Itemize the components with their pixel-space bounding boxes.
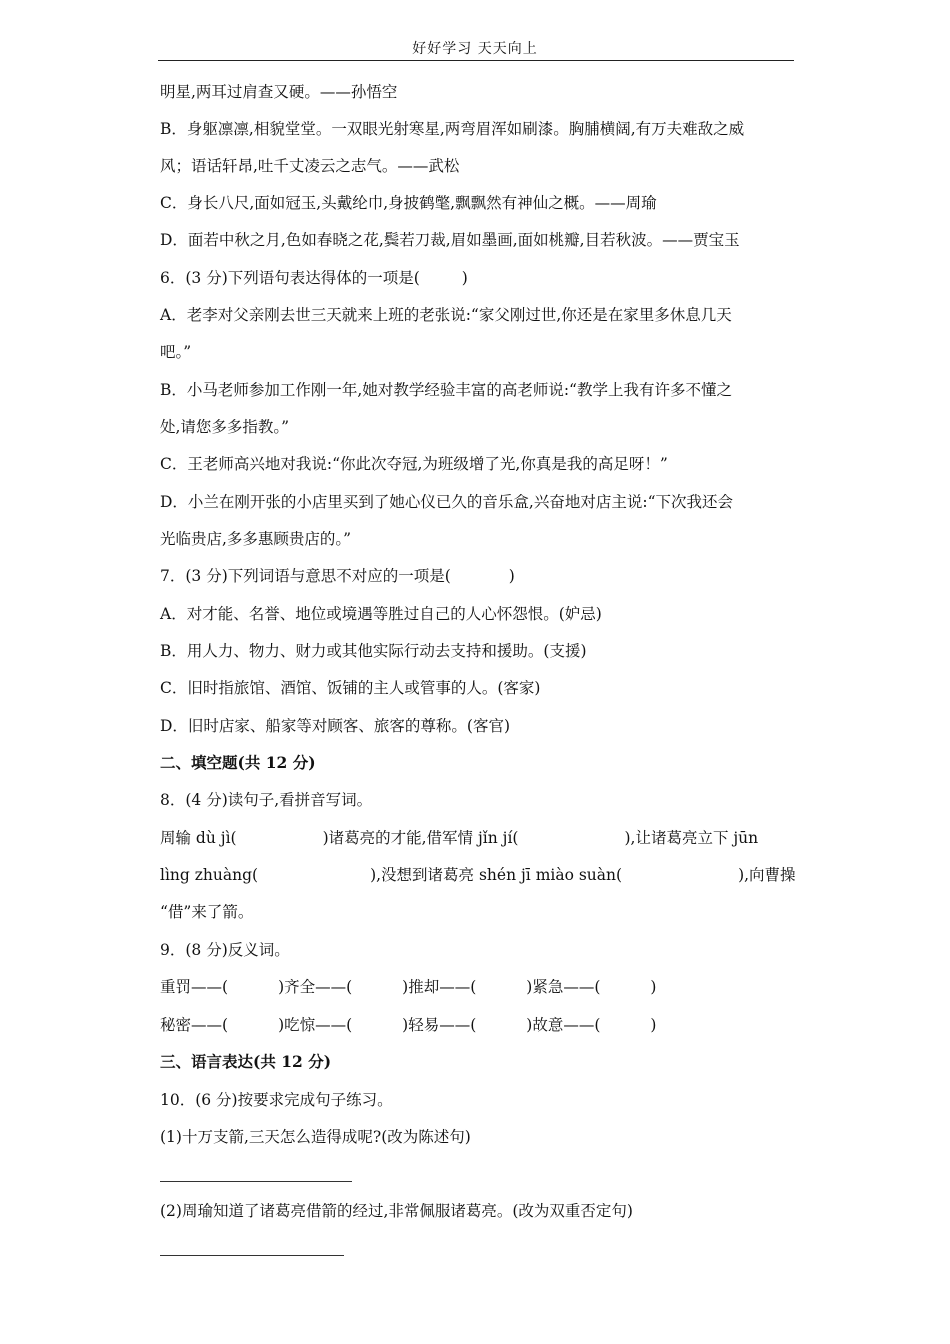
q6-option-a-line2: 吧。”: [160, 343, 192, 361]
q7-stem: [160, 566, 515, 586]
q5-option-a-continued: 明星,两耳过肩查又硬。——孙悟空: [160, 83, 398, 101]
q6-option-b-line2: 处,请您多多指教。”: [160, 418, 290, 436]
q6-option-b-line1: B．小马老师参加工作刚一年,她对教学经验丰富的高老师说:“教学上我有许多不懂之: [160, 381, 732, 399]
section-3-title: 三、语言表达(共 12 分): [160, 1052, 332, 1071]
q9-r1-seg2: )齐全——(: [278, 978, 353, 996]
q7-stem-close: ): [508, 567, 515, 585]
q9-r1-seg1: 重罚——(: [160, 978, 229, 996]
q9-r1-seg5: ): [650, 978, 657, 996]
q7-stem-text: 7．(3 分)下列词语与意思不对应的一项是(: [160, 567, 451, 585]
q5-option-b-line1: B．身躯凛凛,相貌堂堂。一双眼光射寒星,两弯眉浑如刷漆。胸脯横阔,有万夫难敌之威: [160, 120, 745, 138]
q6-option-c: C．王老师高兴地对我说:“你此次夺冠,为班级增了光,你真是我的高足呀！”: [160, 455, 668, 473]
q10-part1-answer-line[interactable]: [160, 1181, 352, 1182]
q9-r2-seg1: 秘密——(: [160, 1016, 229, 1034]
q8-l2-part3: ),向曹操: [738, 866, 796, 884]
q10-part1: (1)十万支箭,三天怎么造得成呢?(改为陈述句): [160, 1128, 471, 1146]
q6-stem-close: ): [461, 269, 468, 287]
q8-line3: “借”来了箭。: [160, 903, 254, 921]
q9-stem: 9．(8 分)反义词。: [160, 941, 290, 959]
q6-stem-text: 6．(3 分)下列语句表达得体的一项是(: [160, 269, 420, 287]
header-divider: [158, 60, 794, 61]
q6-option-d-line1: D．小兰在刚开张的小店里买到了她心仪已久的音乐盒,兴奋地对店主说:“下次我还会: [160, 493, 734, 511]
q8-l1-part1: 周输 dù jì(: [160, 829, 237, 847]
q8-l1-part3: ),让诸葛亮立下 jūn: [624, 829, 759, 847]
q7-option-c: C．旧时指旅馆、酒馆、饭铺的主人或管事的人。(客家): [160, 679, 541, 697]
q8-stem: 8．(4 分)读句子,看拼音写词。: [160, 791, 373, 809]
q5-option-d: D．面若中秋之月,色如春晓之花,鬓若刀裁,眉如墨画,面如桃瓣,目若秋波。——贾宝玉: [160, 231, 740, 249]
q10-part2-answer-line[interactable]: [160, 1255, 344, 1256]
q6-option-d-line2: 光临贵店,多多惠顾贵店的。”: [160, 530, 352, 548]
q9-r2-seg4: )故意——(: [526, 1016, 601, 1034]
q9-r2-seg5: ): [650, 1016, 657, 1034]
q8-line2: [160, 865, 796, 885]
q6-stem: [160, 268, 468, 288]
section-2-title: 二、填空题(共 12 分): [160, 753, 316, 772]
q8-l1-part2: )诸葛亮的才能,借军情 jǐn jí(: [322, 829, 519, 847]
q7-option-b: B．用人力、物力、财力或其他实际行动去支持和援助。(支援): [160, 642, 587, 660]
q6-option-a-line1: A．老李对父亲刚去世三天就来上班的老张说:“家父刚过世,你还是在家里多休息几天: [160, 306, 732, 324]
q10-part2: (2)周瑜知道了诸葛亮借箭的经过,非常佩服诸葛亮。(改为双重否定句): [160, 1202, 633, 1220]
q5-option-c: C．身长八尺,面如冠玉,头戴纶巾,身披鹤氅,飘飘然有神仙之概。——周瑜: [160, 194, 657, 212]
q9-row1: [160, 977, 656, 997]
q8-l2-part2: ),没想到诸葛亮 shén jī miào suàn(: [370, 866, 623, 884]
q9-r2-seg2: )吃惊——(: [278, 1016, 353, 1034]
q9-row2: [160, 1015, 656, 1035]
q7-option-d: D．旧时店家、船家等对顾客、旅客的尊称。(客官): [160, 717, 511, 735]
q10-stem: 10．(6 分)按要求完成句子练习。: [160, 1091, 393, 1109]
q8-l2-part1: lìng zhuàng(: [160, 866, 259, 884]
q9-r2-seg3: )轻易——(: [402, 1016, 477, 1034]
q9-r1-seg4: )紧急——(: [526, 978, 601, 996]
header-title: 好好学习 天天向上: [412, 41, 538, 57]
q9-r1-seg3: )推却——(: [402, 978, 477, 996]
q8-line1: [160, 828, 758, 848]
q5-option-b-line2: 风；语话轩昂,吐千丈凌云之志气。——武松: [160, 157, 460, 175]
q7-option-a: A．对才能、名誉、地位或境遇等胜过自己的人心怀怨恨。(妒忌): [160, 605, 602, 623]
